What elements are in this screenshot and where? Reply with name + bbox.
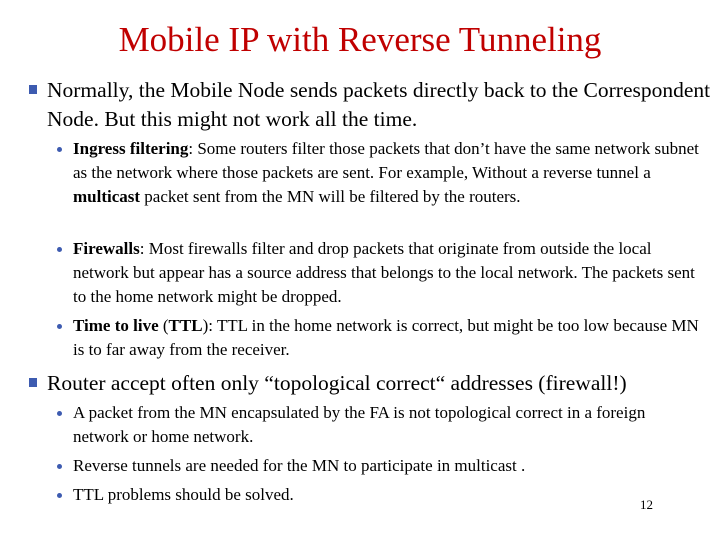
- bullet-text: packet sent from the MN will be filtered by the routers.: [140, 187, 521, 206]
- bullet-ingress-filtering: [73, 137, 703, 209]
- square-bullet-icon: [29, 85, 37, 94]
- bullet-text: (: [158, 316, 169, 335]
- bullet-text: ): TTL in the home network is correct, but might be too low because MN is to far away from the receiver.: [73, 316, 699, 359]
- slide-title: Mobile IP with Reverse Tunneling: [118, 20, 602, 59]
- bullet-text: : Most firewalls filter and drop packets that originate from outside the local network but appear has a source address that belongs to the local network. The packets sent to the home network might be dropped.: [73, 239, 695, 306]
- bullet-text: Reverse tunnels are needed for the MN to participate in multicast .: [73, 456, 526, 475]
- page-number: 12: [640, 497, 653, 512]
- bullet-term: Firewalls: [73, 239, 140, 258]
- dot-bullet-icon: [57, 247, 62, 252]
- bullet-text: TTL problems should be solved.: [73, 485, 294, 504]
- bullet-text: Normally, the Mobile Node sends packets directly back to the Correspondent Node. But this might not work all the time.: [47, 78, 711, 131]
- dot-bullet-icon: [57, 464, 62, 469]
- square-bullet-icon: [29, 378, 37, 387]
- bullet-text: Router accept often only “topological correct“ addresses (firewall!): [47, 371, 627, 395]
- bullet-firewalls: [73, 237, 703, 309]
- bullet-term: Ingress filtering: [73, 139, 189, 158]
- bullet-packet-encapsulated: [73, 401, 698, 449]
- dot-bullet-icon: [57, 493, 62, 498]
- dot-bullet-icon: [57, 147, 62, 152]
- bullet-term: TTL: [168, 316, 203, 335]
- bullet-term: multicast: [73, 187, 141, 206]
- bullet-normally: [47, 76, 712, 134]
- bullet-ttl: [73, 314, 703, 362]
- bullet-router-accept: [47, 369, 720, 398]
- dot-bullet-icon: [57, 324, 62, 329]
- bullet-text: : Some routers filter those packets that don’t have the same network subnet as the network where those packets are sent. For example, Without a reverse tunnel a: [73, 139, 699, 182]
- bullet-reverse-tunnels: [73, 454, 703, 478]
- bullet-ttl-problems: [73, 483, 703, 507]
- bullet-term: Time to live: [73, 316, 159, 335]
- bullet-text: A packet from the MN encapsulated by the FA is not topological correct in a foreign network or home network.: [73, 403, 646, 446]
- dot-bullet-icon: [57, 411, 62, 416]
